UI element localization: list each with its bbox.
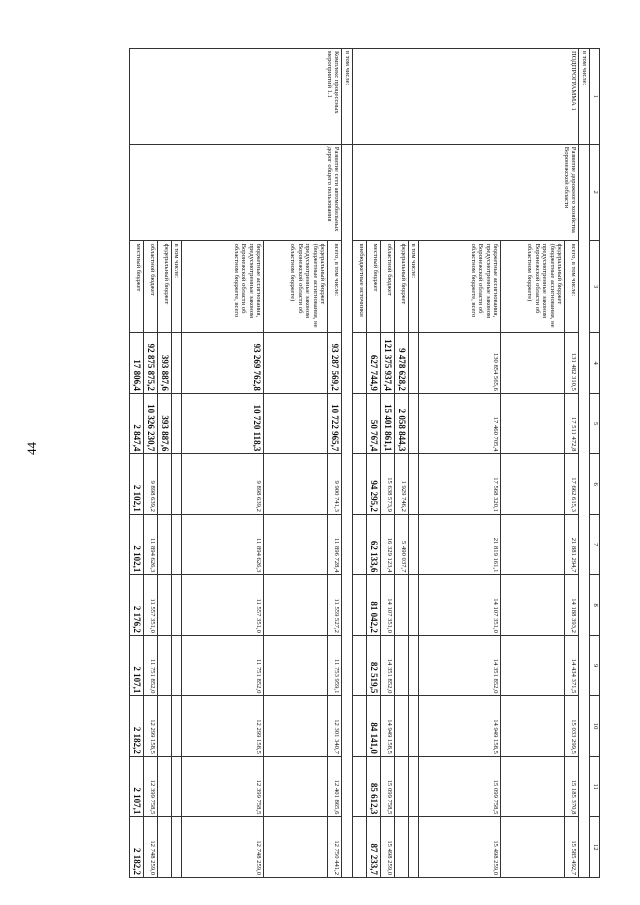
- column-header: 4: [590, 333, 600, 394]
- value-cell: [352, 393, 366, 454]
- value-cell: 15 401 861,1: [380, 393, 394, 454]
- value-cell: 12 299 158,5: [182, 696, 264, 757]
- value-cell: [408, 575, 419, 636]
- value-cell: [408, 696, 419, 757]
- value-cell: 121 375 937,4: [380, 333, 394, 394]
- column-header: 7: [590, 514, 600, 575]
- value-cell: [264, 514, 328, 575]
- funding-source-label: бюджетные ассигнования, предусмотренные законом Воронежской области об областном бюджете, всего: [419, 240, 501, 333]
- value-cell: 2 102,1: [129, 514, 143, 575]
- value-cell: [408, 817, 419, 878]
- value-cell: 15 099 758,5: [419, 756, 501, 817]
- budget-table-sheet: [80, 48, 600, 878]
- value-cell: [501, 393, 565, 454]
- value-cell: 130 854 565,6: [419, 333, 501, 394]
- funding-source-label: местный бюджет: [129, 240, 143, 333]
- value-cell: 14 949 158,5: [419, 696, 501, 757]
- column-header: 3: [590, 240, 600, 333]
- value-cell: [394, 635, 408, 696]
- value-cell: [264, 333, 328, 394]
- value-cell: [394, 575, 408, 636]
- value-cell: [171, 393, 182, 454]
- value-cell: [408, 393, 419, 454]
- value-cell: 16 329 123,4: [380, 514, 394, 575]
- value-cell: 62 133,6: [366, 514, 380, 575]
- budget-table: [129, 48, 600, 878]
- value-cell: 14 351 852,0: [380, 635, 394, 696]
- value-cell: 2 107,1: [129, 756, 143, 817]
- value-cell: 9 900 741,3: [328, 454, 342, 515]
- value-cell: 11 894 626,3: [182, 514, 264, 575]
- table-row: [328, 49, 342, 878]
- block-type-cell: ПОДПРОГРАММА 1: [352, 49, 579, 145]
- column-header: 5: [590, 393, 600, 454]
- funding-source-label: всего, в том числе:: [328, 240, 342, 333]
- value-cell: [264, 635, 328, 696]
- value-cell: 94 295,2: [366, 454, 380, 515]
- value-cell: [264, 393, 328, 454]
- subsection-label: в том числе:: [342, 49, 353, 145]
- value-cell: [501, 817, 565, 878]
- page-number: 44: [24, 442, 39, 455]
- table-body: [129, 49, 589, 878]
- value-cell: [394, 696, 408, 757]
- value-cell: 17 662 615,3: [565, 454, 579, 515]
- value-cell: 10 722 965,7: [328, 393, 342, 454]
- value-cell: [171, 635, 182, 696]
- value-cell: 12 401 865,6: [328, 756, 342, 817]
- value-cell: [501, 454, 565, 515]
- block-type-cell: Комплекс процессных мероприятий 1.1: [129, 49, 342, 145]
- value-cell: 393 887,6: [157, 393, 171, 454]
- value-cell: [352, 756, 366, 817]
- value-cell: [264, 696, 328, 757]
- value-cell: 12 299 158,5: [143, 696, 157, 757]
- value-cell: [501, 575, 565, 636]
- column-header: 8: [590, 575, 600, 636]
- value-cell: 2 182,2: [129, 696, 143, 757]
- value-cell: 15 099 758,5: [380, 756, 394, 817]
- value-cell: [157, 454, 171, 515]
- value-cell: 2 847,4: [129, 393, 143, 454]
- value-cell: 21 819 161,1: [419, 514, 501, 575]
- funding-source-label: местный бюджет: [366, 240, 380, 333]
- value-cell: 17 806,4: [129, 333, 143, 394]
- value-cell: [501, 756, 565, 817]
- value-cell: [408, 514, 419, 575]
- value-cell: [501, 635, 565, 696]
- value-cell: 10 720 118,3: [182, 393, 264, 454]
- funding-source-label: всего, в том числе:: [565, 240, 579, 333]
- value-cell: 9 898 639,2: [182, 454, 264, 515]
- value-cell: 627 744,9: [366, 333, 380, 394]
- value-cell: 17 568 320,1: [419, 454, 501, 515]
- value-cell: [501, 333, 565, 394]
- value-cell: 14 351 852,0: [419, 635, 501, 696]
- column-header: 12: [590, 817, 600, 878]
- value-cell: [352, 333, 366, 394]
- value-cell: [171, 756, 182, 817]
- value-cell: [264, 756, 328, 817]
- value-cell: 393 887,6: [157, 333, 171, 394]
- value-cell: [408, 635, 419, 696]
- value-cell: [157, 696, 171, 757]
- value-cell: 15 638 573,9: [380, 454, 394, 515]
- value-cell: [352, 696, 366, 757]
- value-cell: [264, 817, 328, 878]
- value-cell: 15 498 259,0: [380, 817, 394, 878]
- value-cell: [264, 454, 328, 515]
- value-cell: [171, 454, 182, 515]
- value-cell: [352, 817, 366, 878]
- value-cell: [394, 817, 408, 878]
- value-cell: [408, 756, 419, 817]
- value-cell: 12 748 259,0: [182, 817, 264, 878]
- value-cell: [171, 333, 182, 394]
- value-cell: [264, 575, 328, 636]
- value-cell: 12 301 340,7: [328, 696, 342, 757]
- value-cell: 82 519,5: [366, 635, 380, 696]
- value-cell: 14 188 393,2: [565, 575, 579, 636]
- value-cell: 12 399 758,5: [143, 756, 157, 817]
- value-cell: [501, 696, 565, 757]
- value-cell: [171, 514, 182, 575]
- value-cell: 15 585 492,7: [565, 817, 579, 878]
- value-cell: [171, 575, 182, 636]
- value-cell: 131 482 310,5: [565, 333, 579, 394]
- value-cell: [171, 696, 182, 757]
- value-cell: 12 399 758,5: [182, 756, 264, 817]
- value-cell: [157, 575, 171, 636]
- value-cell: [408, 333, 419, 394]
- value-cell: 2 102,1: [129, 454, 143, 515]
- value-cell: 2 182,2: [129, 817, 143, 878]
- value-cell: 11 559 527,2: [328, 575, 342, 636]
- value-cell: [408, 454, 419, 515]
- value-cell: 2 107,1: [129, 635, 143, 696]
- value-cell: 14 107 351,0: [419, 575, 501, 636]
- value-cell: 5 490 037,7: [394, 514, 408, 575]
- value-cell: 87 233,7: [366, 817, 380, 878]
- funding-source-label: федеральный бюджет: [394, 240, 408, 333]
- value-cell: [501, 514, 565, 575]
- funding-source-label: областной бюджет: [143, 240, 157, 333]
- value-cell: 1 929 746,2: [394, 454, 408, 515]
- subsection-label-row: [342, 49, 353, 878]
- value-cell: 15 498 259,0: [419, 817, 501, 878]
- value-cell: 2 058 844,3: [394, 393, 408, 454]
- funding-source-label: в том числе:: [408, 240, 419, 333]
- value-cell: 11 557 351,0: [143, 575, 157, 636]
- value-cell: 17 460 705,4: [419, 393, 501, 454]
- value-cell: 9 478 628,2: [394, 333, 408, 394]
- table-row: [565, 49, 579, 878]
- column-header: 11: [590, 756, 600, 817]
- value-cell: 92 875 875,2: [143, 333, 157, 394]
- value-cell: 2 176,2: [129, 575, 143, 636]
- value-cell: 21 881 294,7: [565, 514, 579, 575]
- column-header: 1: [590, 49, 600, 145]
- funding-source-label: бюджетные ассигнования, предусмотренные законом Воронежской области об областном бюджете, всего: [182, 240, 264, 333]
- value-cell: 11 751 852,0: [182, 635, 264, 696]
- value-cell: 11 753 959,1: [328, 635, 342, 696]
- value-cell: 11 894 626,3: [143, 514, 157, 575]
- value-cell: 93 269 762,8: [182, 333, 264, 394]
- value-cell: [352, 635, 366, 696]
- value-cell: 93 287 569,2: [328, 333, 342, 394]
- column-header: 10: [590, 696, 600, 757]
- value-cell: 9 898 639,2: [143, 454, 157, 515]
- value-cell: 50 767,4: [366, 393, 380, 454]
- value-cell: 11 751 852,0: [143, 635, 157, 696]
- value-cell: 15 033 299,5: [565, 696, 579, 757]
- section-label: в том числе:: [579, 49, 590, 145]
- value-cell: [157, 514, 171, 575]
- value-cell: [394, 756, 408, 817]
- value-cell: [157, 756, 171, 817]
- column-header: 9: [590, 635, 600, 696]
- funding-source-label: внебюджетные источники: [352, 240, 366, 333]
- value-cell: [171, 817, 182, 878]
- funding-source-label: федеральный бюджет: [157, 240, 171, 333]
- column-number-row: [590, 49, 600, 878]
- value-cell: [352, 575, 366, 636]
- section-label-row: [579, 49, 590, 878]
- value-cell: 81 042,2: [366, 575, 380, 636]
- funding-source-label: федеральный бюджет (бюджетные ассигнования, не предусмотренные законом Воронежской области об областном бюджете): [501, 240, 565, 333]
- value-cell: 11 557 351,0: [182, 575, 264, 636]
- value-cell: 12 748 259,0: [143, 817, 157, 878]
- column-header: 6: [590, 454, 600, 515]
- value-cell: [157, 635, 171, 696]
- value-cell: 12 750 441,2: [328, 817, 342, 878]
- block-name-cell: Развитие дорожного хозяйства Воронежской области: [352, 144, 579, 240]
- value-cell: 14 949 158,5: [380, 696, 394, 757]
- column-header: 2: [590, 144, 600, 240]
- block-name-cell: Развитие сети автомобильных дорог общего пользования: [129, 144, 342, 240]
- funding-source-label: федеральный бюджет (бюджетные ассигнования, не предусмотренные законом Воронежской области об областном бюджете): [264, 240, 328, 333]
- value-cell: 11 896 728,4: [328, 514, 342, 575]
- value-cell: 14 107 351,0: [380, 575, 394, 636]
- value-cell: 10 326 230,7: [143, 393, 157, 454]
- funding-source-label: в том числе:: [171, 240, 182, 333]
- value-cell: 14 434 371,5: [565, 635, 579, 696]
- funding-source-label: областной бюджет: [380, 240, 394, 333]
- value-cell: 15 185 370,8: [565, 756, 579, 817]
- value-cell: [352, 454, 366, 515]
- value-cell: 85 612,3: [366, 756, 380, 817]
- value-cell: 17 511 472,8: [565, 393, 579, 454]
- value-cell: 84 141,0: [366, 696, 380, 757]
- value-cell: [352, 514, 366, 575]
- value-cell: [157, 817, 171, 878]
